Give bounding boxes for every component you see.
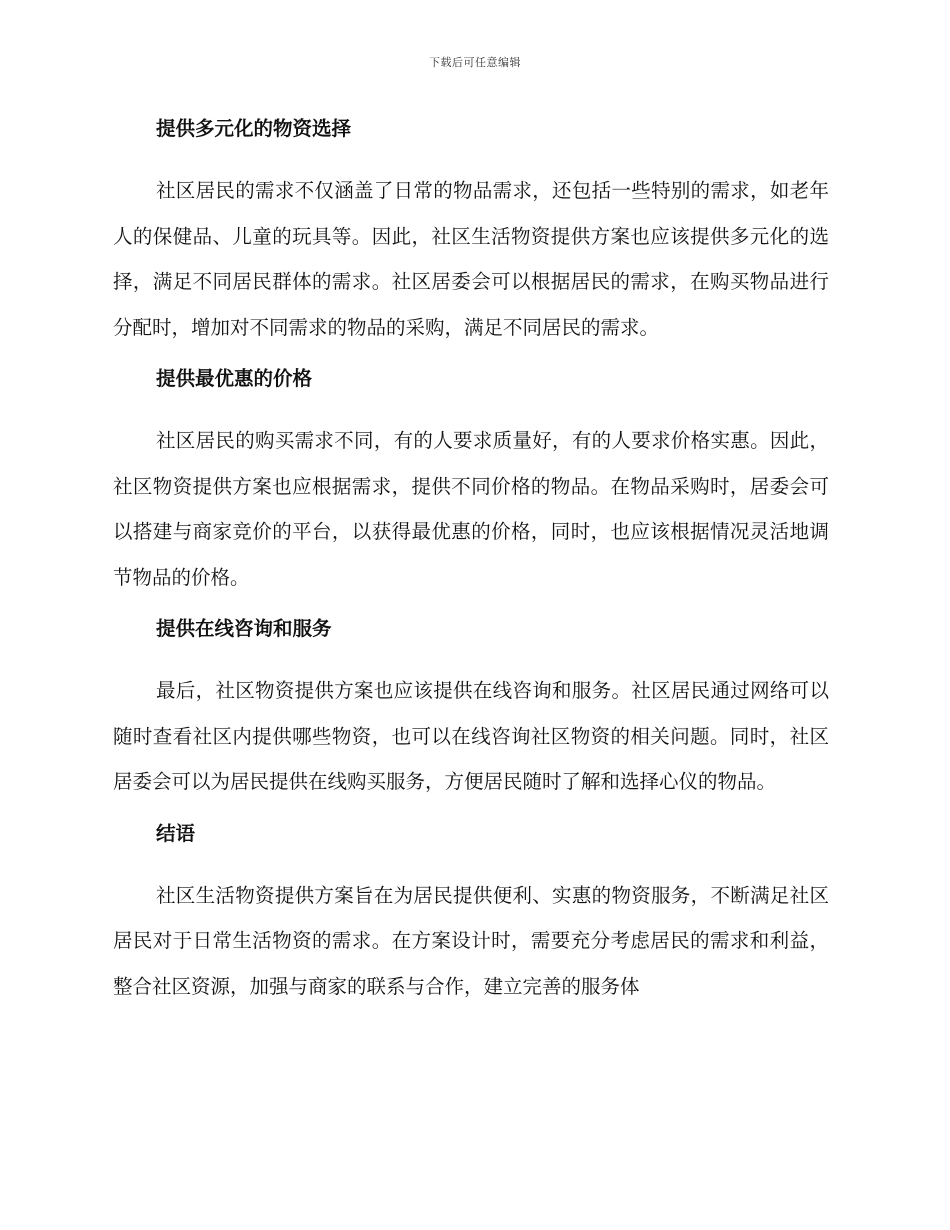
section-heading: 提供多元化的物资选择 xyxy=(156,117,352,140)
section-best-price xyxy=(113,362,829,600)
section-heading: 结语 xyxy=(156,821,196,845)
section-heading: 提供最优惠的价格 xyxy=(156,367,313,390)
section-paragraph: 最后，社区物资提供方案也应该提供在线咨询和服务。社区居民通过网络可以随时查看社区内提供哪些物资，也可以在线咨询社区物资的相关问题。同时，社区居委会可以为居民提供在线购买服务，方便居民随时了解和选择心仪的物品。 xyxy=(113,679,829,793)
header-note: 下载后可任意编辑 xyxy=(429,56,521,69)
section-online-service xyxy=(113,612,829,805)
document-body xyxy=(113,112,829,1021)
section-paragraph: 社区居民的需求不仅涵盖了日常的物品需求，还包括一些特别的需求，如老年人的保健品、儿童的玩具等。因此，社区生活物资提供方案也应该提供多元化的选择，满足不同居民群体的需求。社区居委会可以根据居民的需求，在购买物品进行分配时，增加对不同需求的物品的采购，满足不同居民的需求。 xyxy=(113,179,829,339)
section-diversified-supplies xyxy=(113,112,829,350)
section-paragraph: 社区居民的购买需求不同，有的人要求质量好，有的人要求价格实惠。因此，社区物资提供方案也应根据需求，提供不同价格的物品。在物品采购时，居委会可以搭建与商家竞价的平台，以获得最优惠的价格，同时，也应该根据情况灵活地调节物品的价格。 xyxy=(113,429,829,589)
section-heading: 提供在线咨询和服务 xyxy=(156,617,332,640)
section-paragraph: 社区生活物资提供方案旨在为居民提供便利、实惠的物资服务，不断满足社区居民对于日常生活物资的需求。在方案设计时，需要充分考虑居民的需求和利益，整合社区资源，加强与商家的联系与合作，建立完善的服务体 xyxy=(113,883,829,998)
section-conclusion xyxy=(113,817,829,1010)
